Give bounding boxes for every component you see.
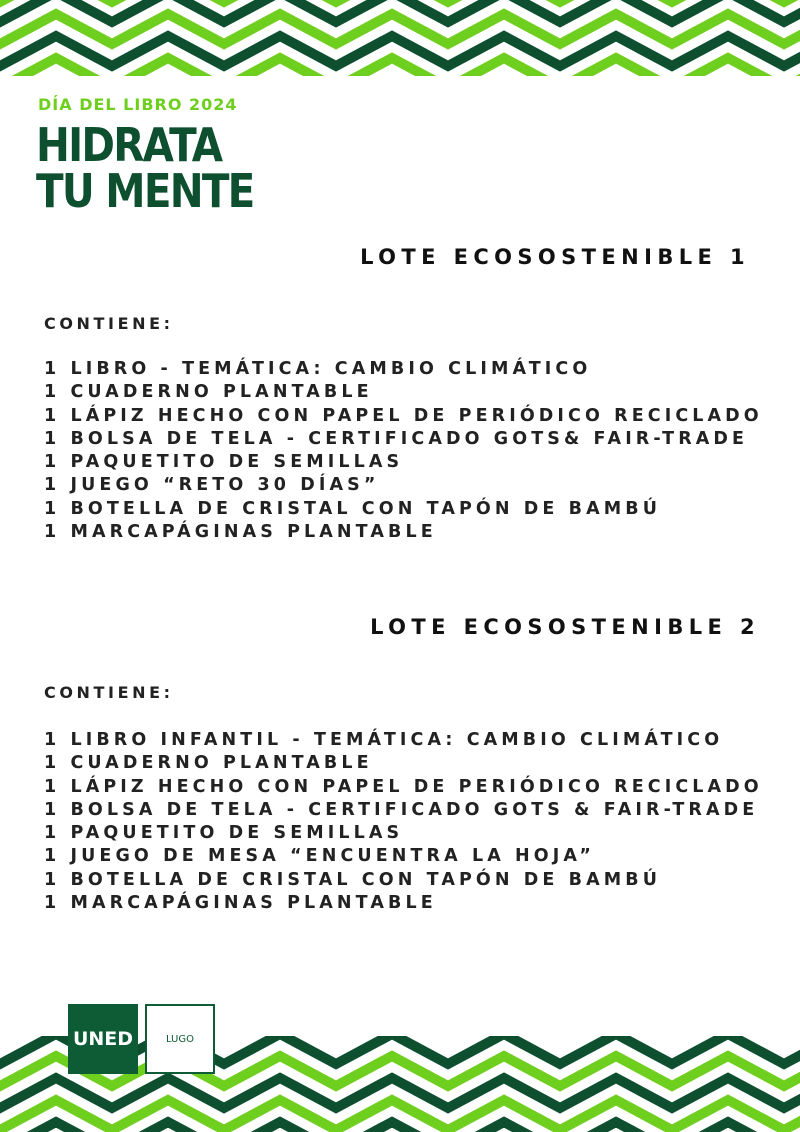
event-label: DÍA DEL LIBRO 2024: [38, 95, 238, 114]
list-item: 1 LÁPIZ HECHO CON PAPEL DE PERIÓDICO RECICLADO: [44, 776, 763, 797]
list-item: 1 CUADERNO PLANTABLE: [44, 753, 373, 774]
list-item: 1 LÁPIZ HECHO CON PAPEL DE PERIÓDICO RECICLADO: [44, 405, 763, 426]
list-item: 1 CUADERNO PLANTABLE: [44, 382, 373, 403]
list-item: 1 JUEGO “RETO 30 DÍAS”: [44, 475, 380, 496]
list-item: 1 BOTELLA DE CRISTAL CON TAPÓN DE BAMBÚ: [44, 498, 662, 519]
list-item: 1 BOLSA DE TELA - CERTIFICADO GOTS& FAIR-TRADE: [44, 428, 749, 449]
headline-line-2: TU MENTE: [36, 164, 254, 218]
lot-1-contains-label: CONTIENE:: [44, 314, 174, 333]
uned-logo: UNED: [68, 1004, 138, 1074]
list-item: 1 LIBRO INFANTIL - TEMÁTICA: CAMBIO CLIMÁTICO: [44, 730, 724, 750]
list-item: 1 MARCAPÁGINAS PLANTABLE: [44, 522, 437, 543]
list-item: 1 PAQUETITO DE SEMILLAS: [44, 823, 404, 844]
list-item: 1 JUEGO DE MESA “ENCUENTRA LA HOJA”: [44, 846, 596, 867]
lot-1-item-list: [44, 358, 763, 544]
list-item: 1 BOTELLA DE CRISTAL CON TAPÓN DE BAMBÚ: [44, 869, 662, 890]
list-item: 1 PAQUETITO DE SEMILLAS: [44, 452, 404, 473]
lot-2-item-list: [44, 729, 763, 915]
top-chevron-pattern: [0, 0, 800, 76]
lot-2-contains-label: CONTIENE:: [44, 683, 174, 702]
headline: [36, 118, 254, 218]
lot-1-title: LOTE ECOSOSTENIBLE 1: [360, 245, 750, 269]
lugo-logo: LUGO: [145, 1004, 215, 1074]
list-item: 1 MARCAPÁGINAS PLANTABLE: [44, 893, 437, 914]
headline-line-1: HIDRATA: [36, 118, 222, 172]
lot-2-title: LOTE ECOSOSTENIBLE 2: [370, 615, 760, 639]
list-item: 1 BOLSA DE TELA - CERTIFICADO GOTS & FAIR-TRADE: [44, 799, 759, 820]
list-item: 1 LIBRO - TEMÁTICA: CAMBIO CLIMÁTICO: [44, 359, 592, 379]
